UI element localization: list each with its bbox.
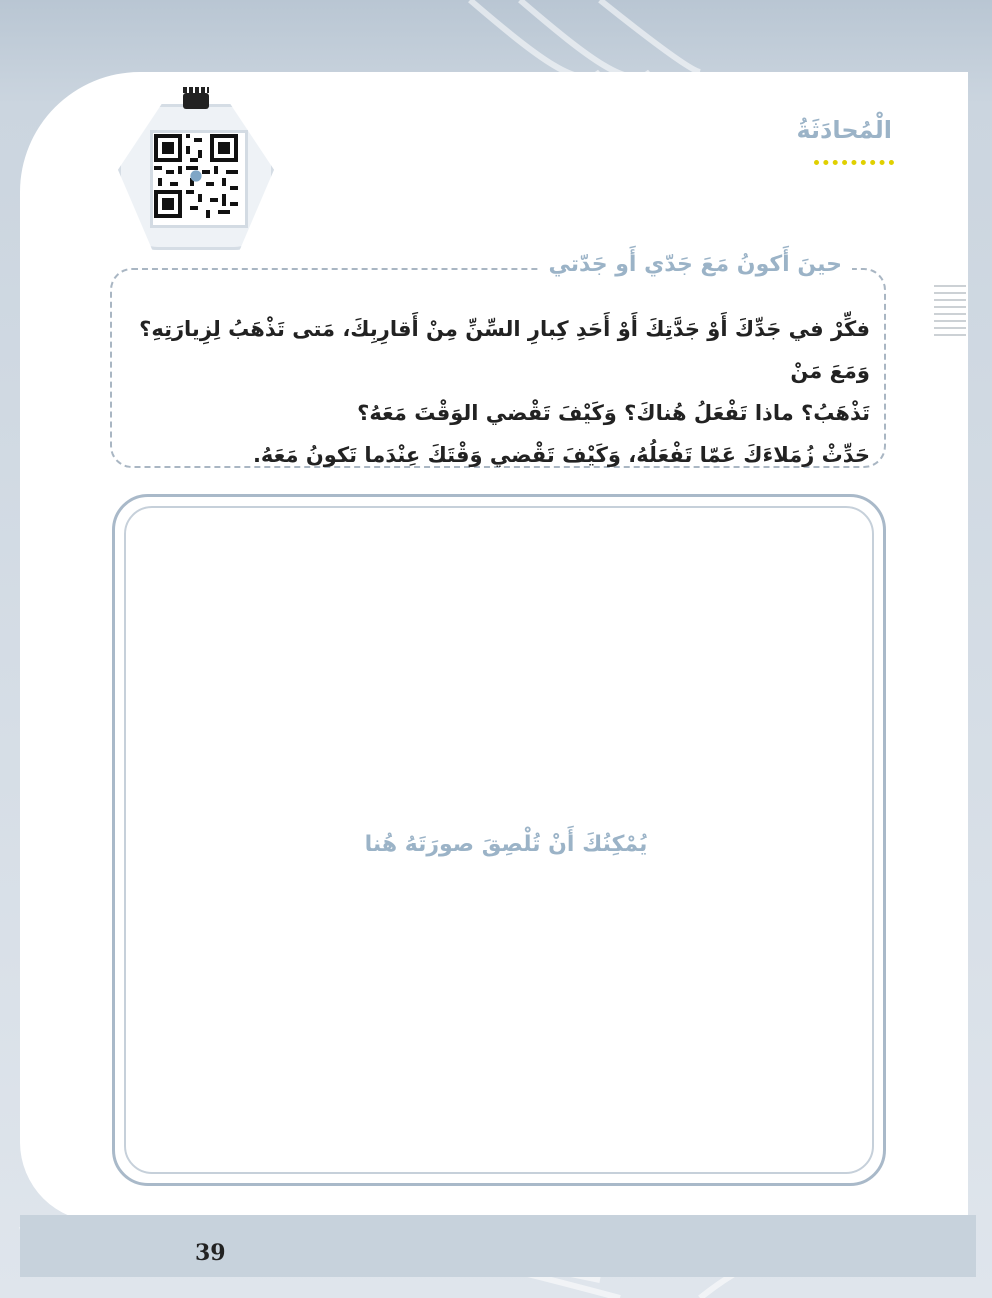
prompt-line: فكِّرْ في جَدِّكَ أَوْ جَدَّتِكَ أَوْ أَحَدِ كِبارِ السِّنِّ مِنْ أَقارِبِكَ، مَتى تَذْهَبُ لِزِيارَتِهِ؟ وَمَعَ مَنْ <box>139 317 870 383</box>
photo-hint: يُمْكِنُكَ أَنْ تُلْصِقَ صورَتَهُ هُنا <box>364 832 648 857</box>
page-number: 39 <box>195 1240 226 1266</box>
prompt-line: تَذْهَبُ؟ ماذا تَفْعَلُ هُناكَ؟ وَكَيْفَ تَقْضي الوَقْتَ مَعَهُ؟ <box>357 401 870 425</box>
section-title: الْمُحادَثَةُ <box>796 116 892 144</box>
prompt-text <box>130 308 870 476</box>
binding-strip <box>934 280 966 1010</box>
video-clapper-icon <box>183 93 209 109</box>
prompt-line: حَدِّثْ زُمَلاءَكَ عَمّا تَفْعَلُهُ، وَكَيْفَ تَقْضي وَقْتَكَ عِنْدَما تَكونُ مَعَهُ. <box>252 443 870 467</box>
prompt-heading: حينَ أَكونُ مَعَ جَدّي أَو جَدّتي <box>538 252 852 277</box>
title-underline-dots <box>814 160 894 165</box>
bottom-band <box>20 1215 976 1277</box>
qr-code-icon[interactable] <box>154 134 238 218</box>
